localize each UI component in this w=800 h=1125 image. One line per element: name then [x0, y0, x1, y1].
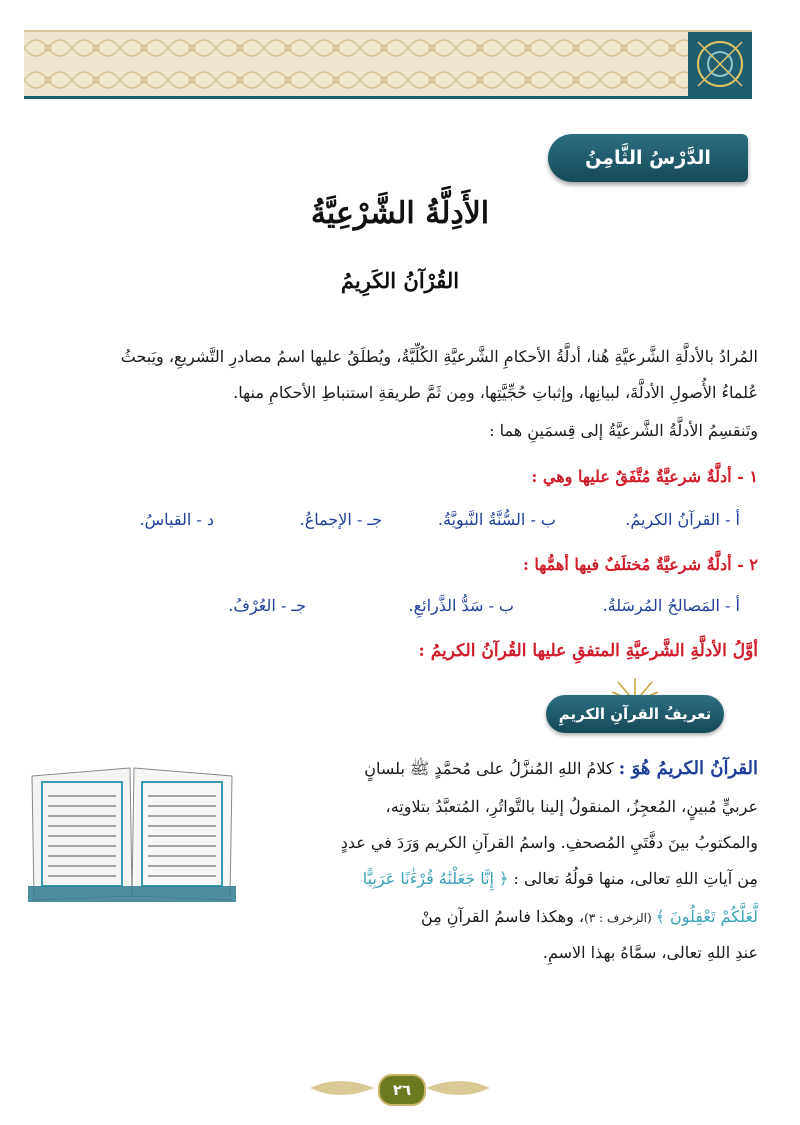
- definition-line-1-text: كلامُ اللهِ المُنزَّلُ على مُحمَّدٍ ﷺ بلسانٍ: [364, 759, 619, 778]
- verse-reference: (الزخرف : ٣): [584, 911, 656, 925]
- definition-line-5: [238, 906, 758, 929]
- definition-line-2: عربيٍّ مُبينٍ، المُعجِزُ، المنقولُ إلينا بالتَّواتُرِ، المُتعبَّدُ بتلاوتِه،: [385, 797, 758, 816]
- list-item: جـ - العُرْفُ.: [228, 596, 306, 615]
- definition-line-5-text: ، وهكذا فاسمُ القرآنِ مِنْ: [420, 907, 585, 926]
- intro-line-1: المُرادُ بالأدلَّةِ الشَّرعيَّةِ هُنا، أدلَّةُ الأحكامِ الشَّرعيَّةِ الكُلِّيَّةُ، ويُطلَقُ عليها اسمُ مصادرِ التَّشريعِ، ويَبحثُ: [120, 347, 758, 366]
- first-evidence-heading: أوَّلُ الأدلَّةِ الشَّرعيَّةِ المتفقِ عليها القُرآنُ الكريمُ :: [418, 641, 758, 661]
- open-quran-book-icon: [28, 762, 236, 902]
- intro-line-2: عُلماءُ الأُصولِ الأدلَّةَ، لبيانِها، وإثباتِ حُجِّيَّتِها، ومِن ثَمَّ طريقةِ استنباطِ الأحكامِ منها.: [233, 383, 758, 402]
- quran-verse-part-1: ﴿ إِنَّا جَعَلْنَٰهُ قُرْءَٰنًا عَرَبِيًّا: [362, 869, 509, 888]
- list-item: أ - القرآنُ الكريمُ.: [625, 510, 740, 529]
- page-number-ornament: [300, 1068, 500, 1108]
- page-subtitle: القُرْآنُ الكَرِيمُ: [340, 268, 460, 293]
- page-title: الأَدِلَّةُ الشَّرْعِيَّةُ: [310, 196, 490, 231]
- definition-badge: تعريفُ القرآنِ الكريمِ: [546, 695, 724, 733]
- list-item: جـ - الإجماعُ.: [299, 510, 382, 529]
- list-item: أ - المَصالحُ المُرسَلةُ.: [602, 596, 740, 615]
- section1-heading: ١ - أدلَّةٌ شرعيَّةٌ مُتَّفَقٌ عليها وهي :: [531, 467, 758, 486]
- section1-list: [0, 510, 800, 538]
- section2-list: [0, 596, 800, 624]
- banner-corner-ornament: [688, 32, 752, 96]
- page-number: ٢٦: [378, 1074, 426, 1106]
- section2-heading: ٢ - أدلَّةٌ شرعيَّةٌ مُختلَفٌ فيها أهمُّها :: [522, 555, 758, 574]
- list-item: ب - السُّنَّةُ النَّبويَّةُ.: [437, 510, 556, 529]
- ornamental-banner: [24, 30, 752, 99]
- definition-line-4: [238, 868, 758, 890]
- intro-line-3: وتَنقسِمُ الأدلَّةُ الشَّرعيَّةُ إلى قِسمَينِ هما :: [489, 421, 758, 440]
- quran-verse-part-2: لَّعَلَّكُمْ تَعْقِلُونَ ﴾: [655, 907, 758, 926]
- definition-line-1: [238, 758, 758, 780]
- list-item: ب - سَدُّ الذَّرائعِ.: [408, 596, 514, 615]
- lesson-badge: الدَّرْسُ الثَّامِنُ: [548, 134, 748, 182]
- arabesque-pattern-icon: [24, 32, 752, 96]
- definition-term: القرآنُ الكريمُ هُوَ :: [618, 758, 758, 779]
- definition-line-3: والمكتوبُ بينَ دفَّتَيِ المُصحفِ. واسمُ القرآنِ الكريم وَرَدَ في عددٍ: [340, 833, 758, 852]
- definition-line-4-text: مِن آياتِ اللهِ تعالى، منها قولُهُ تعالى :: [508, 869, 758, 888]
- list-item: د - القياسُ.: [139, 510, 214, 529]
- definition-line-6: عندِ اللهِ تعالى، سمَّاهُ بهذا الاسمِ.: [542, 943, 758, 962]
